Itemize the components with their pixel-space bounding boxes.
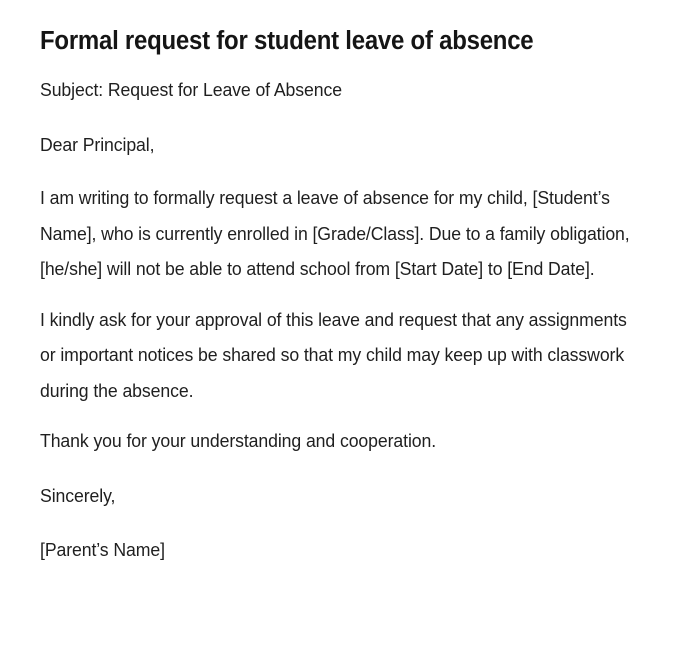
letter-signature-name: [Parent’s Name]: [40, 539, 165, 560]
page-title: Formal request for student leave of absence: [40, 27, 534, 55]
letter-paragraph-2: I kindly ask for your approval of this leave and request that any assignments or important notices be shared so that my child may keep up with classwork during the absence.: [40, 308, 627, 401]
letter-subject-line: Subject: Request for Leave of Absence: [40, 79, 342, 100]
letter-salutation: Dear Principal,: [40, 133, 155, 155]
letter-body: [40, 72, 635, 568]
letter-signoff: Sincerely,: [40, 484, 116, 506]
letter-closing-thanks: Thank you for your understanding and cooperation.: [40, 430, 437, 451]
letter-paragraph-1: I am writing to formally request a leave of absence for my child, [Student’s Name], who is currently enrolled in [Grade/Class]. Due to a family obligation, [he/she] will not be able to attend school from [Start Date] to [End Date].: [40, 187, 630, 279]
